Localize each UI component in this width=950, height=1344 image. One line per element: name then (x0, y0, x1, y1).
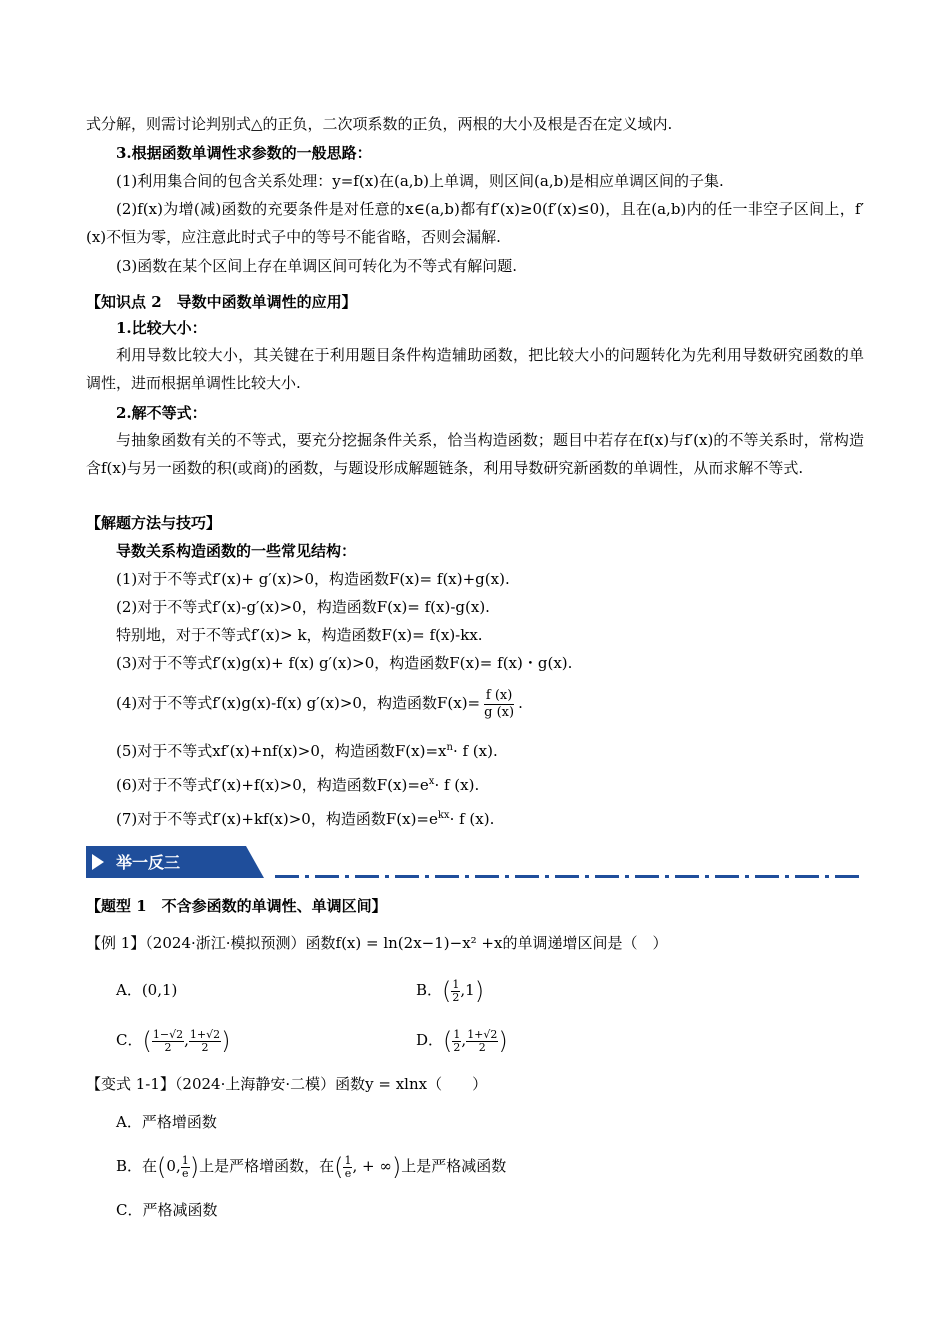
list-item-2 (86, 195, 864, 251)
quotient-fraction (482, 688, 516, 721)
fraction-denominator: e (181, 1166, 189, 1180)
subheading-inequality: 2.解不等式： (116, 404, 207, 422)
fraction-numerator: f (x) (485, 687, 513, 703)
option-d[interactable]: D．( $\frac{1}{2}$ , $\frac{1+√2}{2}$ ) (416, 1027, 508, 1055)
method-item-6-tail: · f (x). (434, 776, 480, 794)
variant-option-c[interactable]: C．严格减函数 (116, 1201, 218, 1219)
list-item-2-text: (2)f(x)为增(减)函数的充要条件是对任意的x∈(a,b)都有f′(x)≥0(f′(x)≤0)，且在(a,b)内的任一非空子区间上，f′(x)不恒为零，应注意此时式子中的等号不能省略，否则会漏解. (86, 200, 864, 246)
method-item-4: (4)对于不等式f′(x)g(x)-f(x) g′(x)>0，构造函数F(x)= $\frac{f (x)}{g (x)}$ . (116, 687, 523, 720)
variant-1-1-question: 【变式 1-1】（2024·上海静安·二模）函数y = xlnx（ ） (86, 1075, 488, 1093)
list-item-1: (1)利用集合间的包含关系处理：y=f(x)在(a,b)上单调，则区间(a,b)是相应单调区间的子集. (116, 172, 724, 190)
subheading-compare: 1.比较大小： (116, 319, 207, 337)
section-banner (86, 846, 264, 878)
exponent: x (428, 776, 435, 787)
fraction-numerator: 1 (452, 977, 460, 991)
example-1-question: 【例 1】（2024·浙江·模拟预测）函数f(x) = ln(2x−1)−x² +x的单调递增区间是（ ） (86, 934, 668, 952)
fraction-numerator: 1−√2 (152, 1027, 184, 1041)
method-special: 特别地，对于不等式f′(x)> k，构造函数F(x)= f(x)-kx. (116, 626, 483, 644)
method-item-5-text: (5)对于不等式xf′(x)+nf(x)>0，构造函数F(x)=x (116, 742, 447, 760)
fraction-half (452, 1029, 461, 1054)
method-item-7-tail: · f (x). (449, 810, 495, 828)
fraction-numerator: 1+√2 (189, 1027, 221, 1041)
inequality-text: 与抽象函数有关的不等式，要充分挖掘条件关系，恰当构造函数；题目中若存在f(x)与f′(x)的不等关系时，常构造含f(x)与另一函数的积(或商)的函数，与题设形成解题链条，利用导数研究新函数的单调性，从而求解不等式. (86, 431, 864, 477)
method-item-2: (2)对于不等式f′(x)-g′(x)>0，构造函数F(x)= f(x)-g(x). (116, 598, 490, 616)
interval-start: 0, (166, 1157, 181, 1175)
fraction-denominator: 2 (452, 990, 460, 1004)
fraction-denominator: 2 (478, 1040, 486, 1054)
fraction-denominator: 2 (453, 1040, 461, 1054)
list-item-3: (3)函数在某个区间上存在单调区间可转化为不等式有解问题. (116, 257, 518, 275)
variant-option-b[interactable] (116, 1148, 506, 1185)
option-b[interactable] (416, 972, 484, 1009)
option-c[interactable]: C．( $\frac{1-√2}{2}$ , $\frac{1+√2}{2}$ ) (116, 1027, 231, 1055)
paren-open: ( (142, 1027, 152, 1055)
interval-infinity: , + ∞ (352, 1157, 392, 1175)
method-item-3: (3)对于不等式f′(x)g(x)+ f(x) g′(x)>0，构造函数F(x)= f(x)・g(x). (116, 654, 573, 672)
variant-option-a[interactable]: A．严格增函数 (116, 1113, 217, 1131)
paren-close: ) (189, 1153, 200, 1181)
paren-open: ( (442, 977, 452, 1005)
variant-option-b-mid: 上是严格增函数，在 (199, 1157, 335, 1175)
fraction-numerator: 1 (453, 1027, 461, 1041)
fraction-lower (152, 1029, 184, 1054)
compare-paragraph (86, 341, 864, 397)
method-item-7-text: (7)对于不等式f′(x)+kf(x)>0，构造函数F(x)=e (116, 810, 438, 828)
paren-close: ) (474, 977, 485, 1005)
option-b-label: B． (416, 981, 443, 999)
fraction-numerator: 1+√2 (467, 1027, 498, 1041)
method-item-4-text: (4)对于不等式f′(x)g(x)-f(x) g′(x)>0，构造函数F(x)= (116, 694, 481, 712)
fraction-upper (466, 1029, 498, 1054)
variant-option-b-label: B．在 (116, 1157, 158, 1175)
paragraph-line: 式分解，则需讨论判别式△的正负，二次项系数的正负，两根的大小及根是否在定义域内. (86, 115, 673, 133)
paren-close: ) (391, 1153, 402, 1181)
fraction-denominator: 2 (164, 1040, 172, 1054)
banner-title: 举一反三 (116, 853, 181, 872)
inequality-paragraph (86, 426, 864, 482)
fraction-upper (189, 1029, 221, 1054)
option-d-label: D． (416, 1031, 444, 1049)
method-item-7 (116, 805, 494, 830)
fraction-numerator: 1 (344, 1153, 352, 1167)
option-a[interactable]: A．(0,1) (116, 981, 178, 999)
fraction-denominator: g (x) (484, 704, 515, 720)
option-c-label: C． (116, 1031, 143, 1049)
method-item-5-tail: · f (x). (452, 742, 498, 760)
method-item-1: (1)对于不等式f′(x)+ g′(x)>0，构造函数F(x)= f(x)+g(x). (116, 570, 510, 588)
fraction-denominator: e (344, 1166, 352, 1180)
method-item-6-text: (6)对于不等式f′(x)+f(x)>0，构造函数F(x)=e (116, 776, 429, 794)
question-type-1-heading: 【题型 1 不含参函数的单调性、单调区间】 (86, 897, 387, 915)
method-item-6 (116, 771, 479, 796)
paren-close: ) (498, 1027, 508, 1055)
variant-option-b-tail: 上是严格减函数 (401, 1157, 507, 1175)
exponent: kx (437, 810, 450, 821)
method-heading: 【解题方法与技巧】 (86, 514, 222, 532)
paren-open: ( (443, 1027, 453, 1055)
knowledge-point-2-heading: 【知识点 2 导数中函数单调性的应用】 (86, 293, 357, 311)
compare-text: 利用导数比较大小，其关键在于利用题目条件构造辅助函数，把比较大小的问题转化为先利用导数研究函数的单调性，进而根据单调性比较大小. (86, 346, 864, 392)
dashed-divider (275, 875, 861, 878)
method-item-5 (116, 737, 498, 762)
option-b-tail: ,1 (460, 981, 475, 999)
fraction-numerator: 1 (181, 1153, 189, 1167)
method-subheading: 导数关系构造函数的一些常见结构： (116, 542, 357, 560)
paren-open: ( (157, 1153, 167, 1181)
fraction-inverse-e (181, 1155, 190, 1180)
section-heading-3: 3.根据函数单调性求参数的一般思路： (116, 144, 372, 162)
paren-open: ( (334, 1153, 344, 1181)
paren-close: ) (221, 1027, 231, 1055)
exponent: n (446, 742, 453, 753)
fraction-denominator: 2 (201, 1040, 209, 1054)
